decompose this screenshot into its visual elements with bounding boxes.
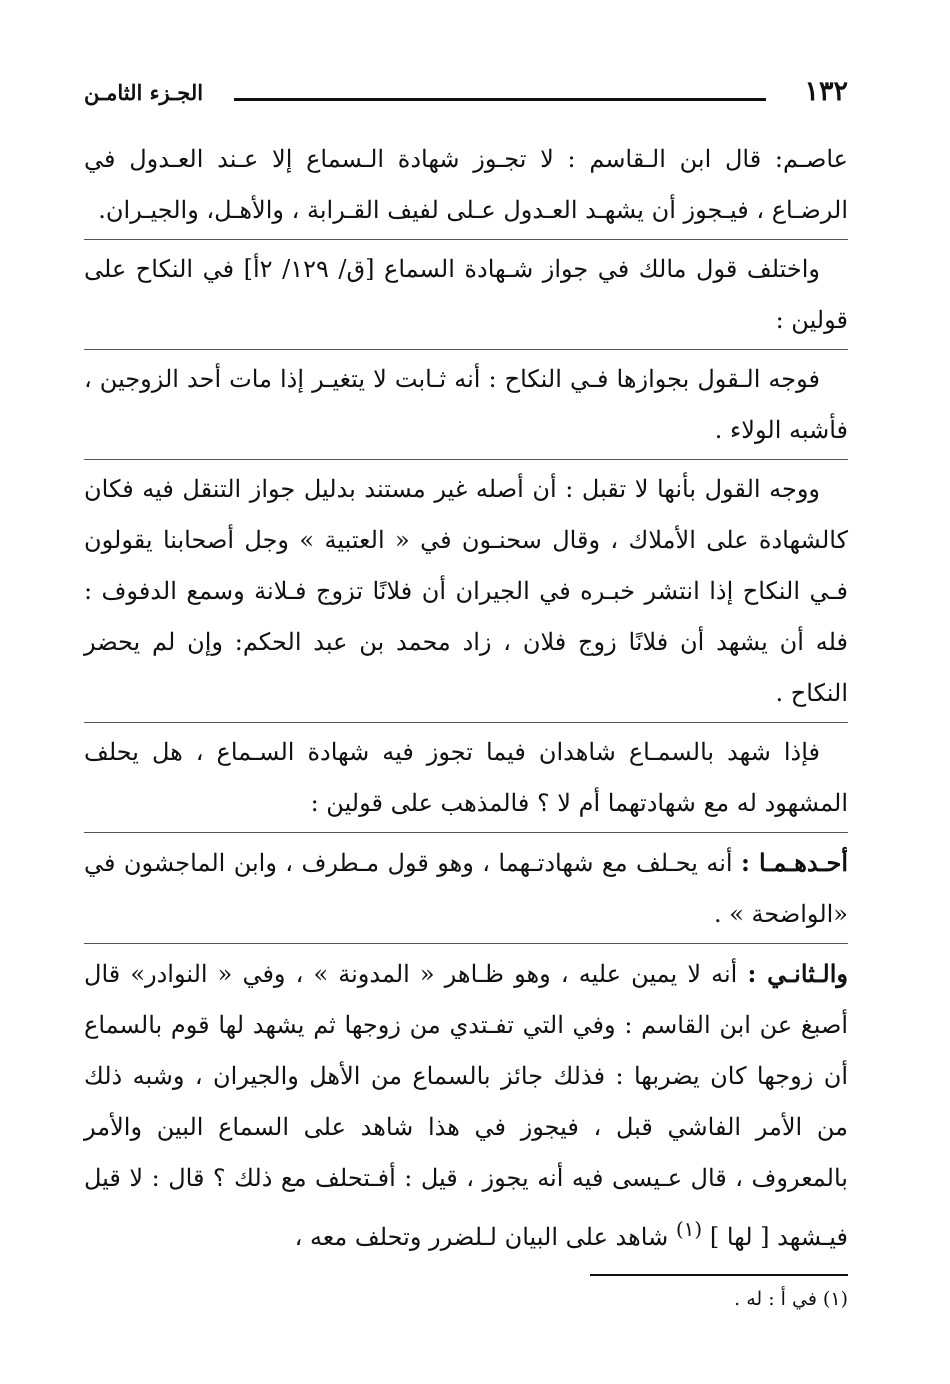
paragraph-divider <box>84 722 848 723</box>
paragraph-5: فإذا شهد بالسمـاع شاهدان فيما تجوز فيه شهادة السـماع ، هل يحلف المشهود له مع شهادتهما أم لا ؟ فالمذهب على قولين : <box>84 738 848 817</box>
footnote-reference: (١) <box>675 1217 703 1241</box>
footnote: (١) في أ : له . <box>734 1288 848 1310</box>
footnote-rule <box>590 1274 848 1276</box>
paragraph-7-lead: والـثانـي : <box>747 959 849 988</box>
page-number: ١٣٢ <box>804 76 848 107</box>
paragraph-1: عاصـم: قال ابن الـقاسم : لا تجـوز شهادة الـسماع إلا عـند العـدول في الرضـاع ، فيـجوز أن يشهـد العـدول عـلى لفيف القـرابة ، والأهـل، والجيـران. <box>84 145 848 224</box>
paragraph-3: فوجه الـقول بجوازها فـي النكاح : أنه ثـابت لا يتغيـر إذا مات أحد الزوجين ، فأشبه الولاء . <box>84 365 848 444</box>
paragraph-divider <box>84 832 848 833</box>
running-title: الجـزء الثامـن <box>84 80 204 105</box>
paragraph-divider <box>84 943 848 944</box>
paragraph-7-text: أنه لا يمين عليه ، وهو ظـاهر « المدونة » ، وفي « النوادر» قال أصبغ عن ابن القاسم : وفي التي تفـتدي من زوجها ثم يشهد لها قوم بالسماع أن زوجها كان يضربها : فذلك جائز بالسماع من الأهل والجيران ، وشبه ذلك من الأمر الفاشي قبل ، فيجوز في هذا شاهد على السماع البين والأمر بالمعروف ، قال عـيسى فيه أنه يجوز ، قيل : أفـتحلف مع ذلك ؟ قال : لا قيل فيـشهد [ لها ] <box>84 960 848 1251</box>
paragraph-divider <box>84 349 848 350</box>
paragraph-2: واختلف قول مالك في جواز شـهادة السماع [ق/ ١٢٩/ ٢أ] في النكاح على قولين : <box>84 255 848 334</box>
body-text <box>84 134 848 1263</box>
page-header <box>84 76 848 116</box>
paragraph-7 <box>84 948 848 1263</box>
paragraph-6-text: أنه يحـلف مع شهادتـهما ، وهو قول مـطرف ، وابن الماجشون في «الواضحة » . <box>84 849 848 928</box>
paragraph-divider <box>84 459 848 460</box>
header-rule <box>234 98 766 101</box>
paragraph-6-lead: أحـدهـمـا : <box>740 848 848 877</box>
paragraph-4: ووجه القول بأنها لا تقبل : أن أصله غير مستند بدليل جواز التنقل فيه فكان كالشهادة على الأملاك ، وقال سحنـون في « العتبية » وجل أصحابنا يقولون فـي النكاح إذا انتشر خبـره في الجيران أن فلانًا تزوج فـلانة وسمع الدفوف : فله أن يشهد أن فلانًا زوج فلان ، زاد محمد بن عبد الحكم: وإن لم يحضر النكاح . <box>84 475 848 707</box>
paragraph-6 <box>84 837 848 940</box>
paragraph-divider <box>84 239 848 240</box>
paragraph-7-text-end: شاهد على البيان لـلضرر وتحلف معه ، <box>294 1223 669 1251</box>
